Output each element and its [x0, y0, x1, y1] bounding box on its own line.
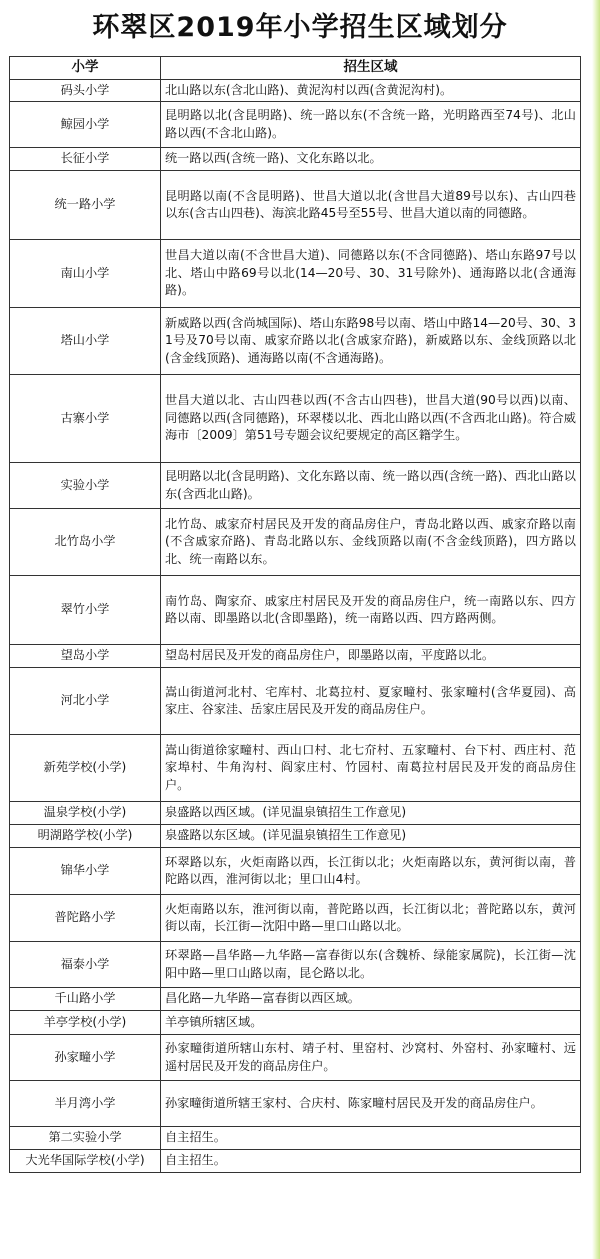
table-row: [10, 848, 581, 895]
school-name: 温泉学校(小学): [10, 802, 161, 825]
enrollment-area: 泉盛路以东区域。(详见温泉镇招生工作意见): [161, 825, 581, 848]
enrollment-area: 环翠路以东，火炬南路以西，长江街以北；火炬南路以东，黄河街以南，普陀路以西，淮河街以北；里口山4村。: [161, 848, 581, 895]
enrollment-area: 南竹岛、陶家夼、戚家庄村居民及开发的商品房住户，统一南路以东、四方路以南、即墨路以北(含即墨路)，统一南路以西、四方路两侧。: [161, 576, 581, 645]
enrollment-area: 北竹岛、戚家夼村居民及开发的商品房住户，青岛北路以西、戚家夼路以南(不含戚家夼路)、青岛北路以东、金线顶路以南(不含金线顶路)，四方路以北、统一南路以东。: [161, 509, 581, 576]
school-name: 第二实验小学: [10, 1127, 161, 1150]
enrollment-area: 嵩山街道河北村、宅库村、北葛拉村、夏家疃村、张家疃村(含华夏园)、高家庄、谷家洼、岳家庄居民及开发的商品房住户。: [161, 668, 581, 735]
school-name: 河北小学: [10, 668, 161, 735]
school-name: 普陀路小学: [10, 895, 161, 942]
school-name: 塔山小学: [10, 308, 161, 375]
table-row: [10, 1150, 581, 1173]
table-row: [10, 1081, 581, 1127]
table-row: [10, 802, 581, 825]
enrollment-area: 昆明路以北(含昆明路)、文化东路以南、统一路以西(含统一路)、西北山路以东(含西北山路)。: [161, 463, 581, 509]
school-name: 孙家疃小学: [10, 1035, 161, 1081]
school-name: 翠竹小学: [10, 576, 161, 645]
table-row: [10, 463, 581, 509]
school-name: 新苑学校(小学): [10, 735, 161, 802]
table-row: [10, 645, 581, 668]
table-row: [10, 1035, 581, 1081]
table-row: [10, 308, 581, 375]
table-row: [10, 825, 581, 848]
page-title: 环翠区2019年小学招生区域划分: [92, 12, 508, 43]
school-name: 羊亭学校(小学): [10, 1011, 161, 1035]
table-row: [10, 988, 581, 1011]
school-name: 统一路小学: [10, 171, 161, 240]
table-row: [10, 1127, 581, 1150]
enrollment-area: 孙家疃街道所辖山东村、靖子村、里窑村、沙窝村、外窑村、孙家疃村、远遥村居民及开发的商品房住户。: [161, 1035, 581, 1081]
table-row: [10, 509, 581, 576]
enrollment-area: 世昌大道以北、古山四巷以西(不含古山四巷)，世昌大道(90号以西)以南、同德路以西(含同德路)，环翠楼以北、西北山路以西(不含西北山路)。符合威海市〔2009〕第51号专题会议纪要规定的高区籍学生。: [161, 375, 581, 463]
table-row: [10, 80, 581, 102]
enrollment-area: 自主招生。: [161, 1150, 581, 1173]
table-row: [10, 895, 581, 942]
school-name: 福泰小学: [10, 942, 161, 988]
enrollment-area: 环翠路—昌华路—九华路—富春街以东(含魏桥、绿能家属院)，长江街—沈阳中路—里口山路以南，昆仑路以北。: [161, 942, 581, 988]
enrollment-area: 北山路以东(含北山路)、黄泥沟村以西(含黄泥沟村)。: [161, 80, 581, 102]
header-school: 小学: [10, 57, 161, 80]
enrollment-area: 自主招生。: [161, 1127, 581, 1150]
enrollment-area: 火炬南路以东，淮河街以南，普陀路以西，长江街以北；普陀路以东，黄河街以南，长江街—沈阳中路—里口山路以北。: [161, 895, 581, 942]
school-name: 望岛小学: [10, 645, 161, 668]
table-row: [10, 1011, 581, 1035]
table-row: [10, 102, 581, 148]
school-name: 实验小学: [10, 463, 161, 509]
decorative-edge: [592, 0, 600, 1259]
enrollment-area: 昆明路以北(含昆明路)、统一路以东(不含统一路，光明路西至74号)、北山路以西(不含北山路)。: [161, 102, 581, 148]
table-row: [10, 735, 581, 802]
school-name: 半月湾小学: [10, 1081, 161, 1127]
school-name: 北竹岛小学: [10, 509, 161, 576]
table-row: [10, 668, 581, 735]
table-row: [10, 942, 581, 988]
enrollment-area: 昌化路—九华路—富春街以西区域。: [161, 988, 581, 1011]
table-row: [10, 171, 581, 240]
school-name: 码头小学: [10, 80, 161, 102]
header-area: 招生区域: [161, 57, 581, 80]
enrollment-area: 望岛村居民及开发的商品房住户，即墨路以南，平度路以北。: [161, 645, 581, 668]
school-name: 明湖路学校(小学): [10, 825, 161, 848]
table-row: [10, 240, 581, 308]
enrollment-area: 世昌大道以南(不含世昌大道)、同德路以东(不含同德路)、塔山东路97号以北、塔山中路69号以北(14—20号、30、31号除外)、通海路以北(含通海路)。: [161, 240, 581, 308]
enrollment-table: [9, 56, 581, 1173]
table-header-row: [10, 57, 581, 80]
enrollment-area: 嵩山街道徐家疃村、西山口村、北七夼村、五家疃村、台下村、西庄村、范家埠村、牛角沟村、阎家庄村、竹园村、南葛拉村居民及开发的商品房住户。: [161, 735, 581, 802]
enrollment-area: 新威路以西(含尚城国际)、塔山东路98号以南、塔山中路14—20号、30、31号及70号以南、戚家夼路以北(含戚家夼路)，新威路以东、金线顶路以北(含金线顶路)、通海路以南(不含通海路)。: [161, 308, 581, 375]
school-name: 古寨小学: [10, 375, 161, 463]
table-row: [10, 148, 581, 171]
enrollment-area: 昆明路以南(不含昆明路)、世昌大道以北(含世昌大道89号以东)、古山四巷以东(含古山四巷)、海滨北路45号至55号、世昌大道以南的同德路。: [161, 171, 581, 240]
enrollment-area: 羊亭镇所辖区域。: [161, 1011, 581, 1035]
enrollment-area: 泉盛路以西区域。(详见温泉镇招生工作意见): [161, 802, 581, 825]
school-name: 长征小学: [10, 148, 161, 171]
school-name: 鲸园小学: [10, 102, 161, 148]
school-name: 南山小学: [10, 240, 161, 308]
table-row: [10, 375, 581, 463]
school-name: 千山路小学: [10, 988, 161, 1011]
table-row: [10, 576, 581, 645]
school-name: 锦华小学: [10, 848, 161, 895]
school-name: 大光华国际学校(小学): [10, 1150, 161, 1173]
enrollment-area: 统一路以西(含统一路)、文化东路以北。: [161, 148, 581, 171]
enrollment-area: 孙家疃街道所辖王家村、合庆村、陈家疃村居民及开发的商品房住户。: [161, 1081, 581, 1127]
